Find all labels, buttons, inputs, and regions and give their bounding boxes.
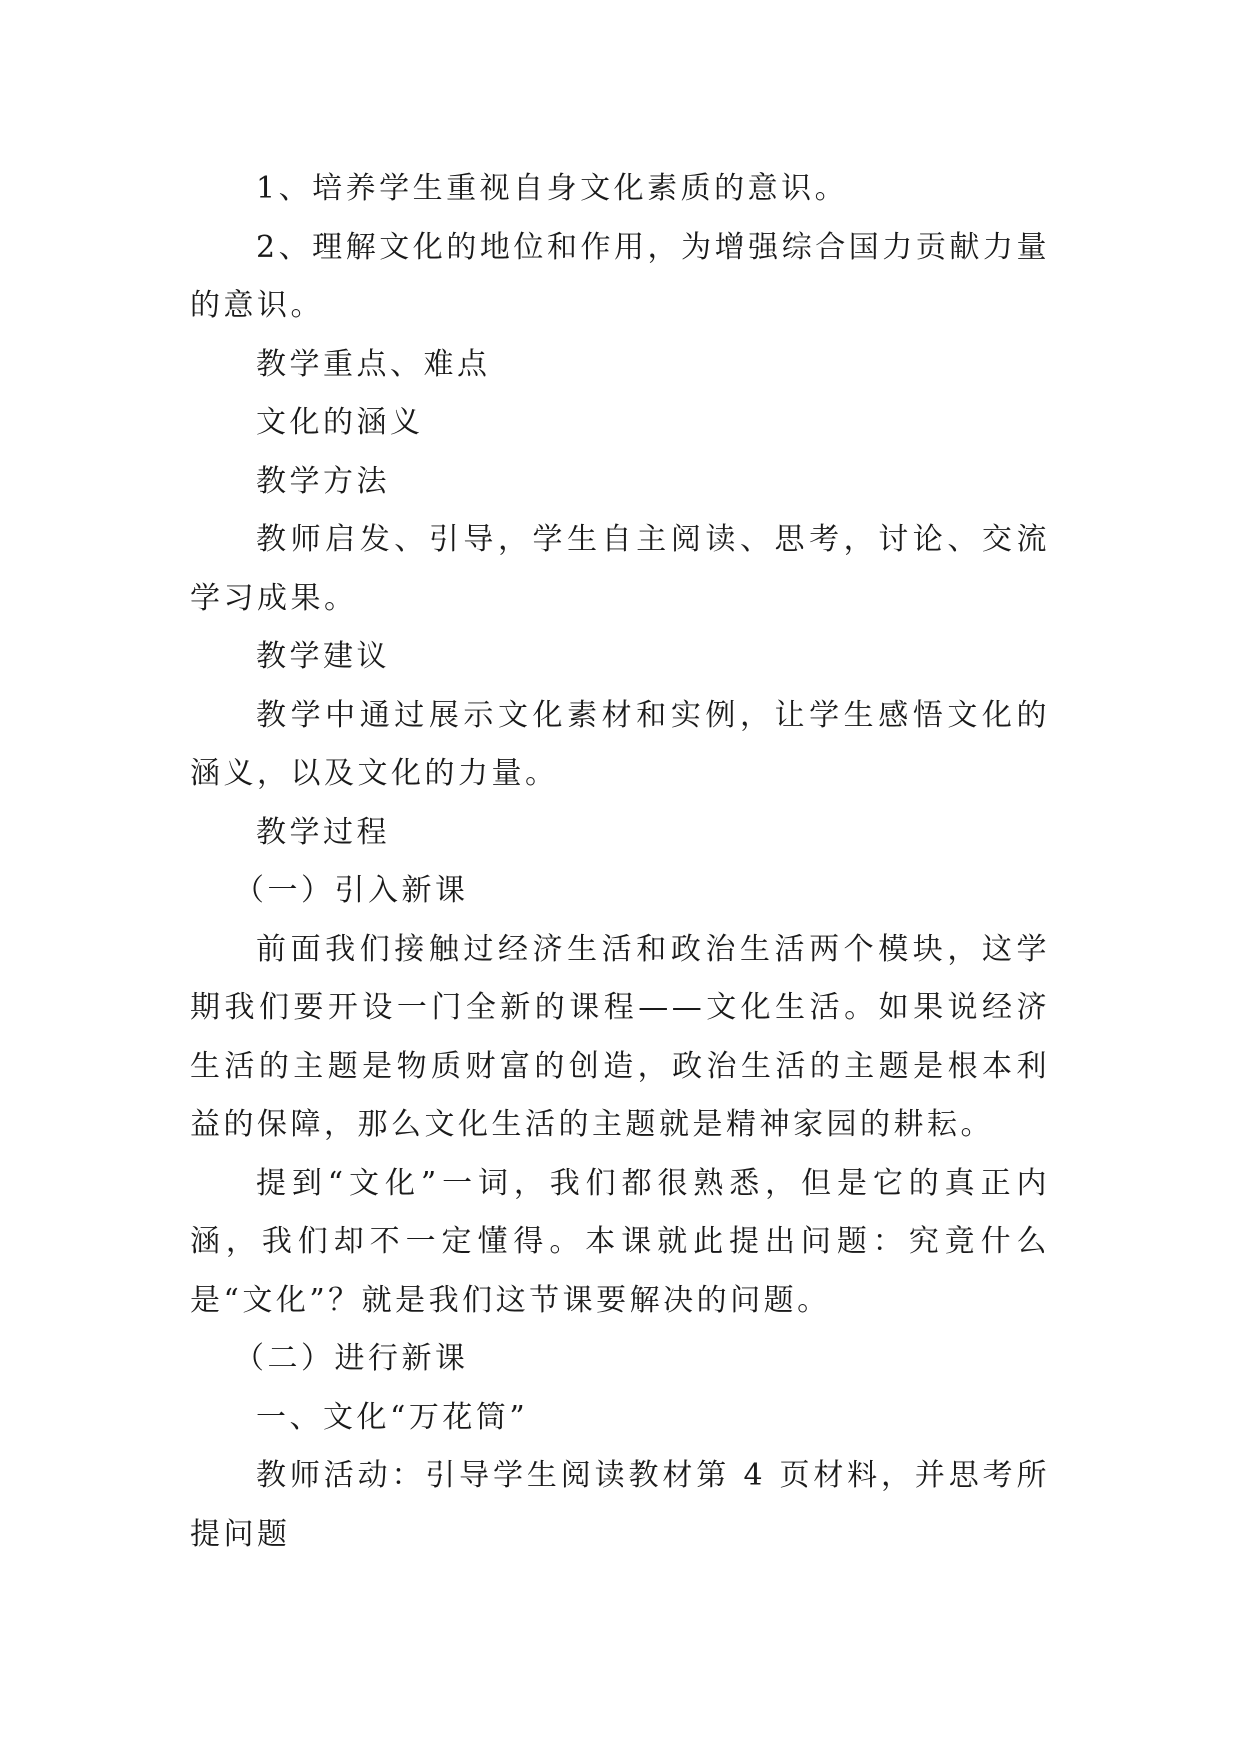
objective-item-2: 2、理解文化的地位和作用，为增强综合国力贡献力量的意识。 [190, 229, 1050, 323]
section-heading-teaching-method: 教学方法 [256, 463, 390, 499]
subheading-culture-kaleidoscope: 一、文化“万花筒” [256, 1399, 529, 1435]
teaching-suggestion-text: 教学中通过展示文化素材和实例，让学生感悟文化的涵义，以及文化的力量。 [190, 697, 1050, 791]
subheading-intro: （一）引入新课 [234, 873, 469, 908]
teacher-activity-text: 教师活动：引导学生阅读教材第 4 页材料，并思考所提问题 [190, 1458, 1050, 1552]
teaching-method-text: 教师启发、引导，学生自主阅读、思考，讨论、交流学习成果。 [190, 522, 1050, 616]
objective-item-1: 1、培养学生重视自身文化素质的意识。 [256, 171, 849, 206]
subheading-new-lesson: （二）进行新课 [234, 1341, 469, 1376]
document-body [190, 160, 1050, 1564]
section-heading-teaching-suggestion: 教学建议 [256, 639, 390, 674]
intro-paragraph-2: 提到“文化”一词，我们都很熟悉，但是它的真正内涵，我们却不一定懂得。本课就此提出问题：究竟什么是“文化”？就是我们这节课要解决的问题。 [190, 1165, 1050, 1318]
key-point-text: 文化的涵义 [256, 405, 424, 440]
intro-paragraph-1: 前面我们接触过经济生活和政治生活两个模块，这学期我们要开设一门全新的课程——文化生活。如果说经济生活的主题是物质财富的创造，政治生活的主题是根本利益的保障，那么文化生活的主题就是精神家园的耕耘。 [190, 931, 1050, 1142]
section-heading-key-points: 教学重点、难点 [256, 346, 491, 382]
section-heading-teaching-process: 教学过程 [256, 814, 390, 850]
